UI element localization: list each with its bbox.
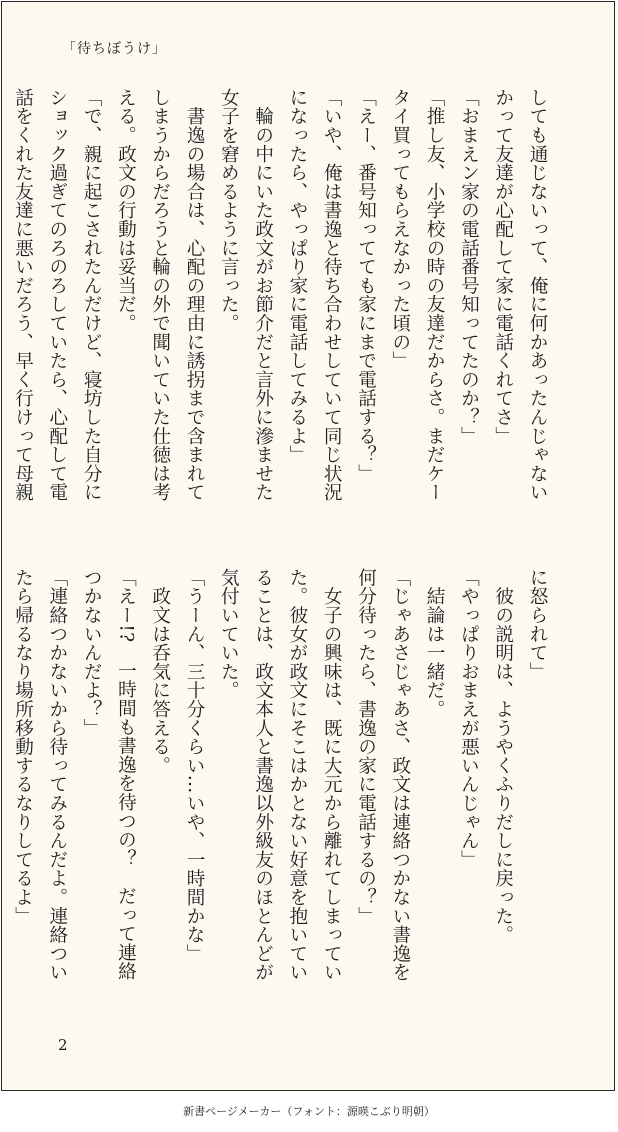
text-column: しても通じないって、俺に何かあったんじゃない — [527, 88, 548, 502]
text-column: 「じゃあさじゃあさ、政文は連絡つかない書逸を — [389, 568, 411, 982]
text-column: 輪の中にいた政文がお節介だと言外に滲ませた — [252, 88, 274, 502]
text-column: 「おまえン家の電話番号知ってたのか？」 — [458, 88, 480, 446]
text-column: になったら、やっぱり家に電話してみるよ」 — [286, 88, 308, 464]
text-column: に怒られて」 — [527, 568, 548, 681]
text-column: 女子を窘めるように言った。 — [218, 88, 240, 333]
text-column: つかないんだよ？」 — [81, 568, 103, 738]
text-column: 「えー、番号知ってても家にまで電話する？」 — [355, 88, 377, 483]
text-block-top — [5, 88, 554, 548]
text-column: える。政文の行動は妥当だ。 — [115, 88, 137, 333]
text-column: 女子の興味は、既に大元から離れてしまってい — [321, 568, 343, 982]
text-column: かって友達が心配して家に電話くれてさ」 — [492, 88, 514, 446]
text-column: たら帰るなり場所移動するなりしてるよ」 — [12, 568, 34, 926]
text-column: 「いや、俺は書逸と待ち合わせしていて同じ状況 — [321, 88, 343, 502]
text-column: 結論は一緒だ。 — [424, 568, 446, 719]
text-column: 気付いていた。 — [218, 568, 240, 700]
text-column: 「やっぱりおまえが悪いんじゃん」 — [458, 568, 480, 869]
text-column: 「推し友、小学校の時の友達だからさ。まだケー — [424, 88, 446, 502]
text-column: 何分待ったら、書逸の家に電話するの？」 — [355, 568, 377, 926]
text-column: ることは、政文本人と書逸以外級友のほとんどが — [252, 568, 274, 982]
text-column: 話をくれた友達に悪いだろう、早く行けって母親 — [12, 88, 34, 502]
footer-credit: 新書ページメーカー（フォント：源暎こぶり明朝） — [183, 1105, 435, 1118]
text-column: 「えー!? 一時間も書逸を待つの？ だって連絡 — [115, 568, 137, 981]
text-column: 「で、親に起こされたんだけど、寝坊した自分に — [81, 88, 103, 502]
text-column: ショック過ぎてのろのろしていたら、心配して電 — [46, 88, 68, 502]
book-page — [1, 1, 615, 1091]
text-column: 政文は呑気に答える。 — [149, 568, 171, 775]
text-column: 「連絡つかないから待ってみるんだよ。連絡つい — [46, 568, 68, 982]
text-column: た。彼女が政文にそこはかとない好意を抱いてい — [286, 568, 308, 982]
text-column: タイ買ってもらえなかった頃の」 — [389, 88, 411, 370]
text-column: 書逸の場合は、心配の理由に誘拐まで含まれて — [184, 88, 206, 502]
page-number: 2 — [58, 1036, 68, 1054]
text-block-bottom — [5, 568, 554, 998]
chapter-title: 「待ちぼうけ」 — [62, 41, 167, 57]
text-column: しまうからだろうと輪の外で聞いていた仕徳は考 — [149, 88, 171, 502]
text-column: 「うーん、三十分くらい…いや、一時間かな」 — [184, 568, 206, 963]
text-column: 彼の説明は、ようやくふりだしに戻った。 — [492, 568, 514, 944]
